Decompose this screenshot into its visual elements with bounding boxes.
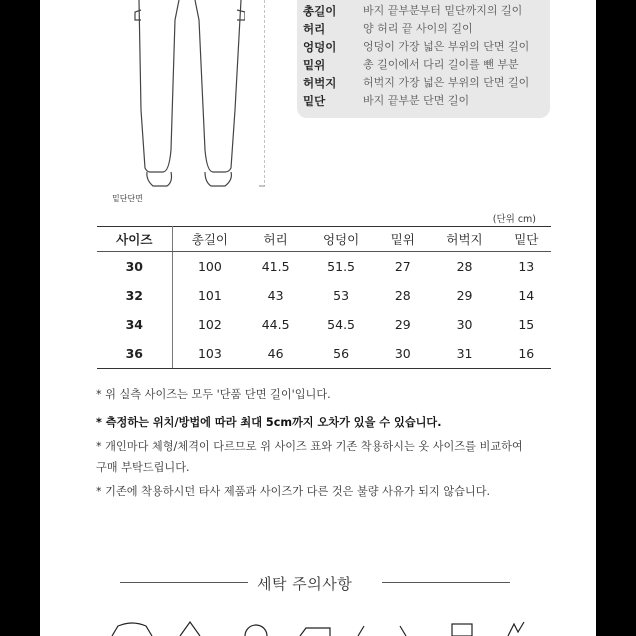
square-dry-icon <box>452 624 472 636</box>
table-cell: 30 <box>378 339 427 369</box>
dry-clean-circle-icon <box>245 625 267 636</box>
table-cell: 102 <box>197 317 222 332</box>
divider-line <box>120 582 248 583</box>
note: * 위 실측 사이즈는 모두 '단품 단면 길이'입니다. <box>96 388 331 401</box>
divider-line <box>382 582 510 583</box>
legend-term: 밑위 <box>303 58 326 72</box>
note: 구매 부탁드립니다. <box>96 461 190 474</box>
table-cell: 103 <box>172 339 247 369</box>
column-header: 엉덩이 <box>304 227 378 252</box>
wash-tub-icon <box>112 623 152 636</box>
table-cell: 28 <box>394 288 411 303</box>
tumble-dry-icon <box>358 626 364 636</box>
table-cell: 29 <box>394 317 411 332</box>
unit-label: (단위 cm) <box>492 214 536 225</box>
table-cell: 16 <box>502 339 551 369</box>
flat-dry-icon <box>508 622 524 636</box>
legend-term: 허리 <box>303 22 326 36</box>
table-cell: 15 <box>518 317 535 332</box>
legend-term: 총길이 <box>303 4 337 18</box>
legend-desc: 허벅지 가장 넓은 부위의 단면 길이 <box>363 76 530 89</box>
legend-desc: 엉덩이 가장 넓은 부위의 단면 길이 <box>363 40 530 53</box>
legend-term: 허벅지 <box>303 76 337 90</box>
size-cell: 36 <box>97 339 172 369</box>
measurement-legend <box>297 0 550 118</box>
iron-icon <box>300 628 330 636</box>
pants-diagram <box>95 0 245 200</box>
table-cell: 46 <box>247 339 304 369</box>
table-row <box>97 310 551 339</box>
table-row <box>97 339 551 369</box>
table-row <box>97 252 551 282</box>
size-cell: 34 <box>97 310 172 339</box>
table-cell: 41.5 <box>261 259 290 274</box>
table-cell: 101 <box>197 288 222 303</box>
bleach-triangle-icon <box>180 622 200 636</box>
table-cell: 31 <box>428 339 502 369</box>
dry-icon <box>400 626 406 636</box>
column-header: 밑단 <box>502 227 551 252</box>
column-header: 허리 <box>247 227 304 252</box>
legend-desc: 양 허리 끝 사이의 길이 <box>363 22 473 35</box>
table-cell: 53 <box>333 288 350 303</box>
legend-desc: 총 길이에서 다리 길이를 뺀 부분 <box>363 58 519 71</box>
total-length-dimension-line <box>245 0 265 190</box>
size-guide-page <box>40 0 596 636</box>
table-cell: 100 <box>197 259 222 274</box>
legend-desc: 바지 끝부분 단면 길이 <box>363 94 470 107</box>
table-header-row <box>97 227 551 252</box>
care-title: 세탁 주의사항 <box>257 575 353 593</box>
table-row <box>97 281 551 310</box>
table-cell: 43 <box>267 288 284 303</box>
legend-term: 밑단 <box>303 94 326 108</box>
hem-section-label: 밑단단면 <box>112 194 143 203</box>
note-emphasis: * 측정하는 위치/방법에 따라 최대 5cm까지 오차가 있을 수 있습니다. <box>96 416 442 429</box>
column-header: 사이즈 <box>97 227 172 252</box>
table-cell: 51.5 <box>327 259 356 274</box>
column-header: 밑위 <box>378 227 427 252</box>
legend-term: 엉덩이 <box>303 40 337 54</box>
note: * 기존에 착용하시던 타사 제품과 사이즈가 다른 것은 불량 사유가 되지 않습니다. <box>96 485 491 498</box>
table-cell: 54.5 <box>327 317 356 332</box>
note: * 개인마다 체형/체격이 다르므로 위 사이즈 표와 기존 착용하시는 옷 사이즈를 비교하여 <box>96 440 523 453</box>
legend-desc: 바지 끝부분부터 밑단까지의 길이 <box>363 4 523 17</box>
table-cell: 56 <box>304 339 378 369</box>
column-header: 총길이 <box>172 227 247 252</box>
table-cell: 27 <box>394 259 411 274</box>
table-cell: 14 <box>518 288 535 303</box>
table-cell: 30 <box>456 317 473 332</box>
size-cell: 32 <box>97 281 172 310</box>
care-icons-row <box>40 620 596 636</box>
size-cell: 30 <box>97 252 172 282</box>
table-cell: 13 <box>518 259 535 274</box>
size-table <box>97 226 551 369</box>
table-cell: 29 <box>456 288 473 303</box>
table-cell: 44.5 <box>261 317 290 332</box>
column-header: 허벅지 <box>428 227 502 252</box>
table-cell: 28 <box>456 259 473 274</box>
